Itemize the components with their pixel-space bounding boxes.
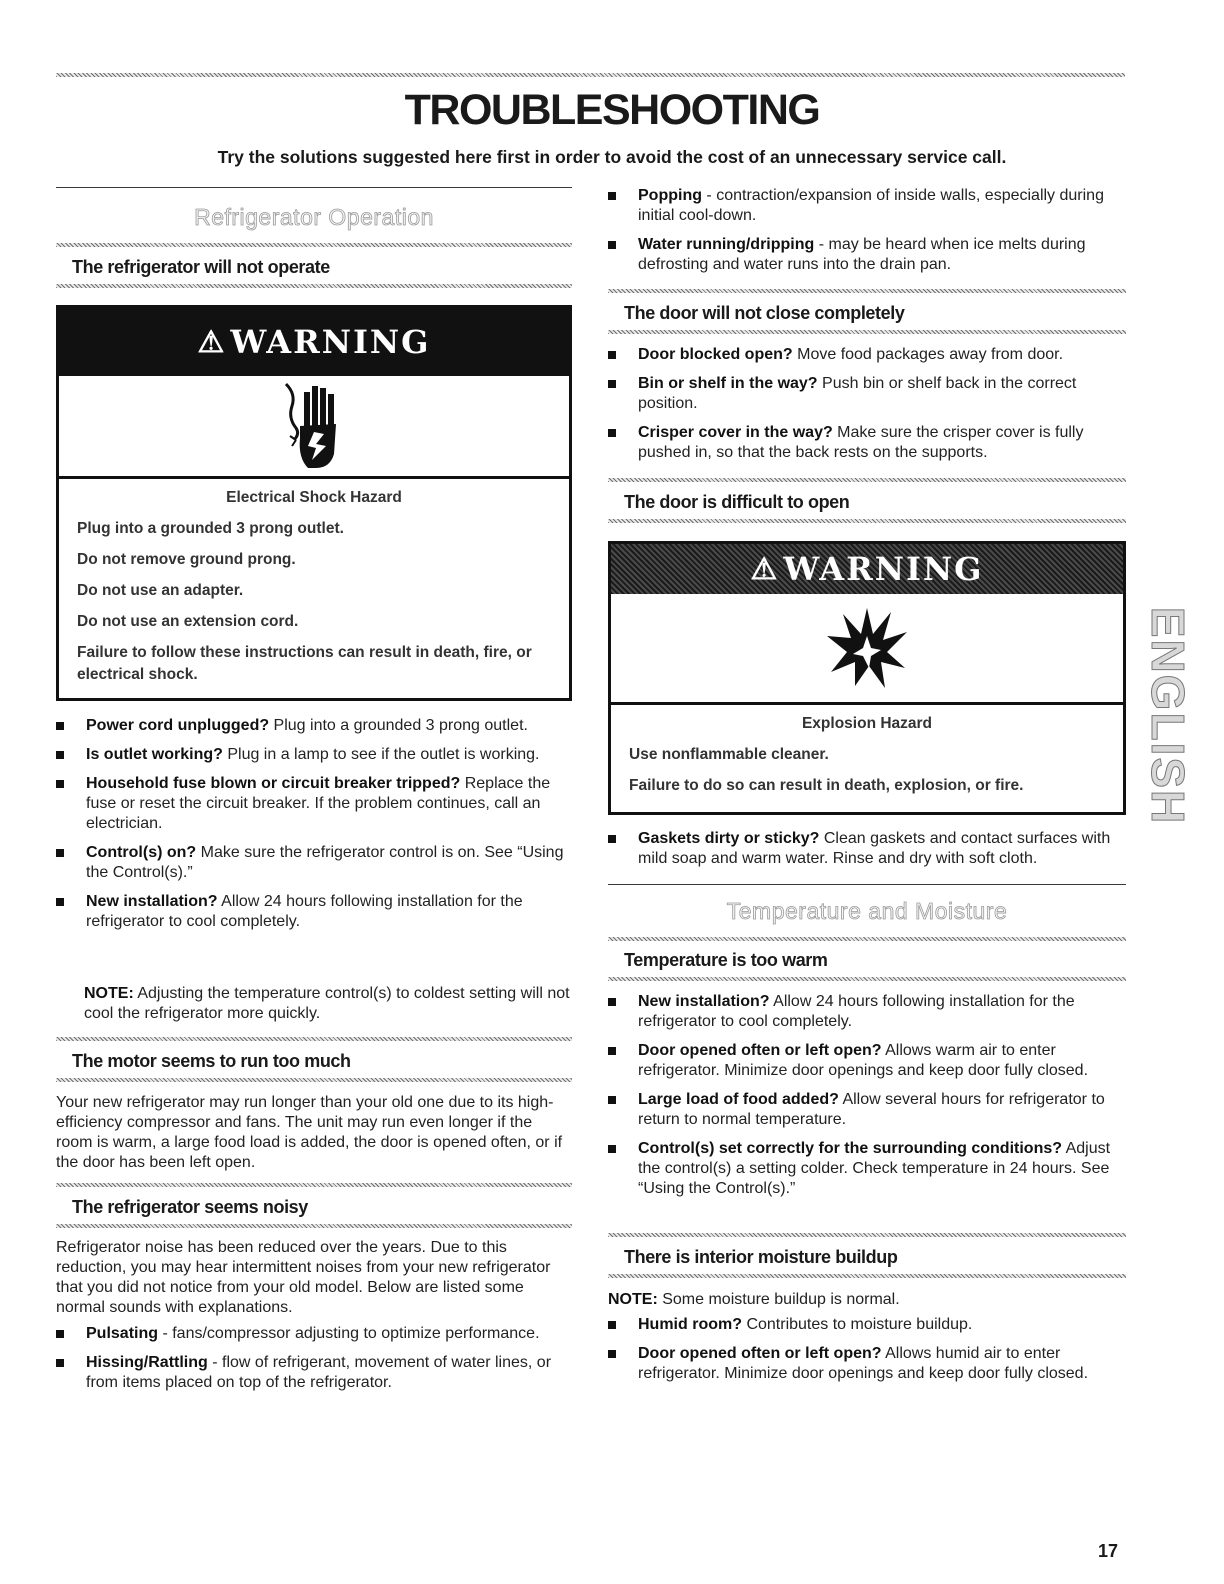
top-rule	[56, 73, 1125, 77]
explosion-icon	[825, 606, 909, 690]
warning-line: Do not use an extension cord.	[77, 613, 299, 630]
bullet-square-icon	[56, 780, 64, 788]
list-item: Water running/dripping - may be heard when ice melts during defrosting and water runs into the drain pan.	[608, 235, 1126, 275]
subsection-rule	[56, 1037, 572, 1041]
list-item: Door blocked open? Move food packages away from door.	[608, 345, 1126, 365]
bullet-square-icon	[56, 751, 64, 759]
subsection-rule	[56, 1078, 572, 1082]
warning-text	[59, 479, 569, 705]
subsection-rule	[608, 1274, 1126, 1278]
list-item: Control(s) on? Make sure the refrigerator control is on. See “Using the Control(s).”	[56, 843, 572, 883]
warning-box-electrical	[56, 305, 572, 701]
warning-triangle-icon: ⚠	[750, 551, 780, 587]
subsection-title-not-operate: The refrigerator will not operate	[72, 257, 330, 277]
subsection-rule	[608, 937, 1126, 941]
warning-banner-label: WARNING	[783, 550, 984, 588]
subsection-title-motor: The motor seems to run too much	[72, 1051, 351, 1071]
section-rule	[608, 884, 1126, 885]
warning-line: Do not use an adapter.	[77, 582, 244, 599]
list-item: Popping - contraction/expansion of inside walls, especially during initial cool-down.	[608, 186, 1126, 226]
section-title-refrigerator-operation: Refrigerator Operation	[194, 204, 434, 230]
warning-hazard-title: Explosion Hazard	[801, 715, 933, 732]
warning-hazard-title: Electrical Shock Hazard	[226, 489, 402, 506]
list-item: Bin or shelf in the way? Push bin or shelf back in the correct position.	[608, 374, 1126, 414]
bullet-square-icon	[56, 1359, 64, 1367]
bullet-square-icon	[608, 380, 616, 388]
language-side-tab	[1142, 570, 1194, 862]
list-item: Pulsating - fans/compressor adjusting to optimize performance.	[56, 1324, 572, 1344]
hazard-icon-area	[611, 594, 1123, 705]
bullet-square-icon	[608, 1350, 616, 1358]
bullet-square-icon	[608, 351, 616, 359]
subsection-rule	[56, 243, 572, 247]
noisy-list	[56, 1324, 572, 1402]
warning-line: Failure to do so can result in death, explosion, or fire.	[629, 777, 1024, 794]
list-item: New installation? Allow 24 hours following installation for the refrigerator to cool completely.	[608, 992, 1126, 1032]
list-item: Door opened often or left open? Allows warm air to enter refrigerator. Minimize door openings and keep door fully closed.	[608, 1041, 1126, 1081]
subsection-rule	[608, 519, 1126, 523]
hazard-icon-area	[59, 376, 569, 479]
subsection-rule	[608, 289, 1126, 293]
door-open-list	[608, 829, 1126, 878]
list-item: Large load of food added? Allow several hours for refrigerator to return to normal temperature.	[608, 1090, 1126, 1130]
subsection-rule	[608, 478, 1126, 482]
door-close-list	[608, 345, 1126, 472]
note-paragraph: NOTE: Adjusting the temperature control(s) to coldest setting will not cool the refrigerator more quickly.	[84, 985, 570, 1022]
bullet-square-icon	[608, 998, 616, 1006]
noisy-list-continued	[608, 186, 1126, 284]
list-item: Control(s) set correctly for the surrounding conditions? Adjust the control(s) a setting colder. Check temperature in 24 hours. See “Using the Control(s).”	[608, 1139, 1126, 1199]
list-item: Crisper cover in the way? Make sure the crisper cover is fully pushed in, so that the back rests on the supports.	[608, 423, 1126, 463]
bullet-square-icon	[56, 722, 64, 730]
bullet-square-icon	[608, 429, 616, 437]
list-item: Gaskets dirty or sticky? Clean gaskets and contact surfaces with mild soap and warm water. Rinse and dry with soft cloth.	[608, 829, 1126, 869]
list-item: Hissing/Rattling - flow of refrigerant, movement of water lines, or from items placed on top of the refrigerator.	[56, 1353, 572, 1393]
subsection-rule	[56, 284, 572, 288]
bullet-square-icon	[608, 1321, 616, 1329]
bullet-square-icon	[608, 241, 616, 249]
page-subtitle: Try the solutions suggested here first in order to avoid the cost of an unnecessary service call.	[217, 147, 1007, 167]
warning-line: Failure to follow these instructions can result in death, fire, or electrical shock.	[77, 644, 532, 683]
list-item: Household fuse blown or circuit breaker tripped? Replace the fuse or reset the circuit breaker. If the problem continues, call an electrician.	[56, 774, 572, 834]
subsection-title-moisture: There is interior moisture buildup	[624, 1247, 898, 1267]
bullet-square-icon	[608, 1047, 616, 1055]
moisture-note: NOTE: Some moisture buildup is normal.	[608, 1291, 900, 1308]
bullet-square-icon	[608, 1145, 616, 1153]
warning-text	[611, 705, 1123, 816]
warning-banner	[59, 308, 569, 376]
noisy-paragraph: Refrigerator noise has been reduced over the years. Due to this reduction, you may hear intermittent noises from your new refrigerator that you did not notice from your old model. Below are listed some normal sounds with explanations.	[56, 1239, 551, 1316]
subsection-title-door-open: The door is difficult to open	[624, 492, 850, 512]
warning-banner	[611, 544, 1123, 594]
subsection-title-door-close: The door will not close completely	[624, 303, 905, 323]
bullet-square-icon	[56, 849, 64, 857]
warning-line: Plug into a grounded 3 prong outlet.	[77, 520, 344, 537]
subsection-title-noisy: The refrigerator seems noisy	[72, 1197, 308, 1217]
page-number: 17	[1098, 1541, 1119, 1561]
electrical-shock-hand-icon	[282, 378, 346, 474]
warning-line: Do not remove ground prong.	[77, 551, 296, 568]
language-side-tab-label: ENGLISH	[1142, 606, 1194, 826]
subsection-rule	[608, 1233, 1126, 1237]
subsection-rule	[608, 977, 1126, 981]
list-item: Power cord unplugged? Plug into a grounded 3 prong outlet.	[56, 716, 572, 736]
list-item: Humid room? Contributes to moisture buildup.	[608, 1315, 1126, 1335]
bullet-square-icon	[608, 835, 616, 843]
page-title: TROUBLESHOOTING	[404, 86, 820, 134]
warning-triangle-icon: ⚠	[197, 324, 227, 360]
bullet-square-icon	[56, 898, 64, 906]
subsection-rule	[608, 330, 1126, 334]
section-title-temperature-moisture: Temperature and Moisture	[726, 898, 1008, 924]
subsection-rule	[56, 1183, 572, 1187]
subsection-title-too-warm: Temperature is too warm	[624, 950, 828, 970]
moisture-list	[608, 1315, 1126, 1393]
motor-paragraph: Your new refrigerator may run longer than your old one due to its high-efficiency compressor and fans. The unit may run even longer if the room is warm, a large food load is added, the door is opened often, or if the door has been left open.	[56, 1094, 563, 1171]
section-rule	[56, 187, 572, 188]
list-item: Is outlet working? Plug in a lamp to see if the outlet is working.	[56, 745, 572, 765]
warning-box-explosion	[608, 541, 1126, 815]
list-item: New installation? Allow 24 hours following installation for the refrigerator to cool completely.	[56, 892, 572, 932]
bullet-square-icon	[608, 1096, 616, 1104]
subsection-rule	[56, 1224, 572, 1228]
not-operate-list	[56, 716, 572, 941]
list-item: Door opened often or left open? Allows humid air to enter refrigerator. Minimize door openings and keep door fully closed.	[608, 1344, 1126, 1384]
too-warm-list	[608, 992, 1126, 1208]
warning-banner-label: WARNING	[230, 323, 431, 361]
warning-line: Use nonflammable cleaner.	[629, 746, 829, 763]
bullet-square-icon	[56, 1330, 64, 1338]
bullet-square-icon	[608, 192, 616, 200]
